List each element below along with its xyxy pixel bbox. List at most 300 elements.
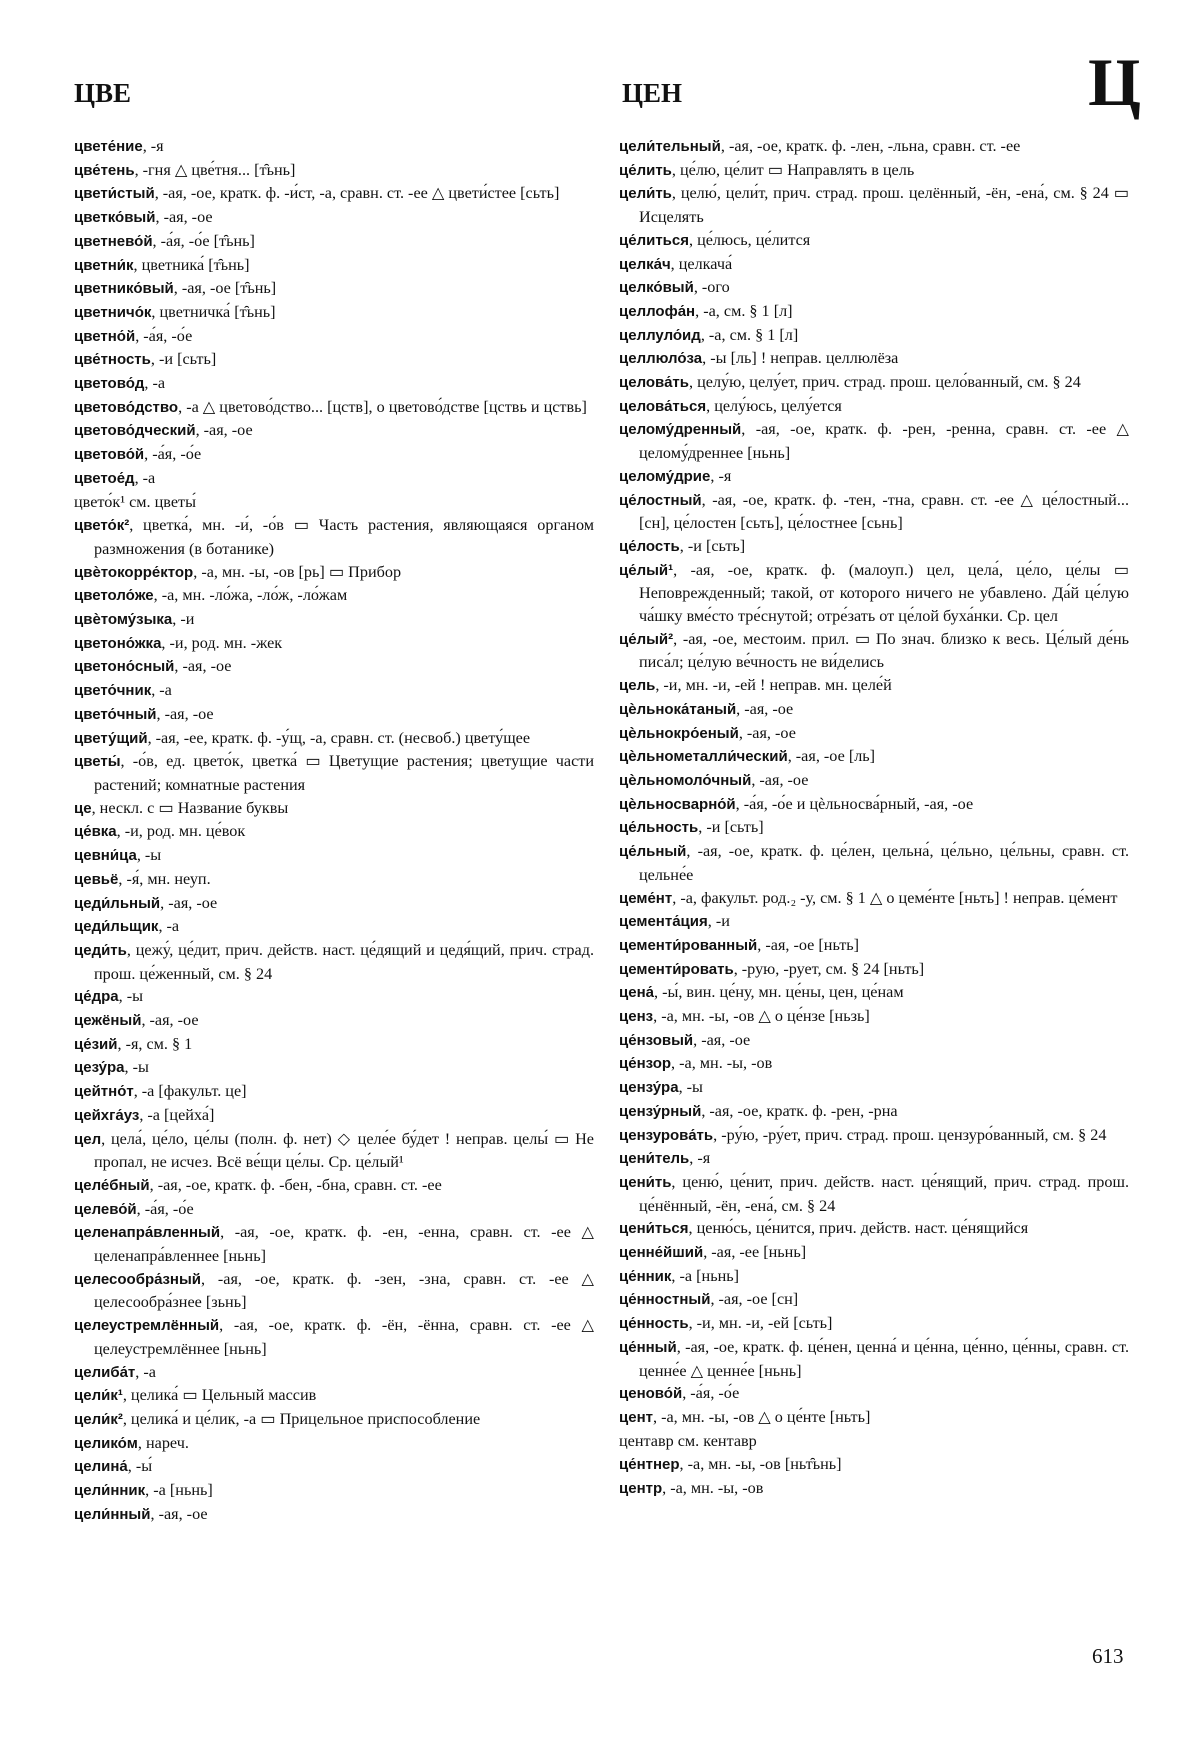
dictionary-entry <box>74 608 594 632</box>
headword: цели́нник <box>74 1482 146 1500</box>
entry-body: , -и [сьть] <box>698 818 764 837</box>
entry-body: , -ая, -ое <box>160 893 218 912</box>
headword: целлофа́н <box>619 302 696 320</box>
entry-body: , -а, мн. -ы, -ов [рь] ▭ Прибор <box>193 562 402 581</box>
headword: цѐльнокро́еный <box>619 724 739 742</box>
dictionary-entry <box>74 1268 594 1314</box>
entry-body: , -и, мн. -и, -ей ! неправ. мн. целе́й <box>655 676 892 695</box>
dictionary-entry <box>74 1503 594 1527</box>
headword: целлюло́за <box>619 350 703 368</box>
entry-body: , -и <box>172 610 195 629</box>
headword: це́нтнер <box>619 1456 680 1474</box>
entry-body: , -и, род. мн. це́вок <box>116 822 246 841</box>
right-column <box>619 135 1129 1501</box>
dictionary-entry <box>74 1009 594 1033</box>
dictionary-entry <box>619 1052 1129 1076</box>
dictionary-entry <box>619 1171 1129 1217</box>
headword: целико́м <box>74 1434 138 1452</box>
dictionary-entry <box>74 277 594 301</box>
dictionary-entry <box>74 206 594 230</box>
headword: целенапра́вленный <box>74 1224 221 1242</box>
headword: целому́дренный <box>619 421 742 439</box>
entry-body: , цветка́, мн. -и́, -о́в ▭ Часть растения, являющаяся органом размножения (в ботанике) <box>94 516 594 558</box>
headword: целлуло́ид <box>619 326 701 344</box>
headword: це́вка <box>74 823 117 841</box>
headword: целова́ться <box>619 397 707 415</box>
entry-body: , -ая, -ое, местоим. прил. ▭ По знач. близко к весь. Це́лый де́нь писа́л; це́лую ве́чность не ви́делись <box>639 629 1129 672</box>
headword: цветово́й <box>74 446 145 464</box>
dictionary-entry <box>74 135 594 159</box>
entry-body: , цежу́, це́дит, прич. действ. наст. це́дящий и цедя́щий, прич. страд. прош. це́женный, см. § 24 <box>94 940 594 983</box>
entry-body: , -ая, -ое, кратк. ф. це́нен, ценна́ и це́нна, це́нно, це́нны, сравн. ст. ценне́е △ ценне́е [ньнь] <box>639 1337 1129 1380</box>
entry-body: , -о́в, ед. цвето́к, цветка́ ▭ Цветущие растения; цветущие части растений; комнатные растения <box>94 752 594 794</box>
entry-body: , -а́я, -о́е <box>682 1384 740 1403</box>
entry-body: , цветничка́ [т̑ьнь] <box>151 302 276 321</box>
headword: цемента́ция <box>619 913 708 931</box>
headword: цветнево́й <box>74 232 153 250</box>
headword: цвето́чный <box>74 705 157 723</box>
entry-body: , -и [сьть] <box>150 350 217 369</box>
headword: цветы́ <box>74 753 121 771</box>
headword: цежёный <box>74 1012 142 1030</box>
entry-body: , -ы́, вин. це́ну, мн. це́ны, цен, це́нам <box>653 983 904 1002</box>
dictionary-entry <box>619 1005 1129 1029</box>
dictionary-entry <box>619 559 1129 628</box>
headword: цели́тельный <box>619 138 721 155</box>
headword: цевьё <box>74 870 119 888</box>
entry-body: , -ая, -ое <box>174 657 232 676</box>
dictionary-entry <box>74 820 594 844</box>
entry-body: , цветника́ [т̑ьнь] <box>133 255 250 274</box>
dictionary-entry <box>619 1453 1129 1477</box>
dictionary-entry <box>619 1382 1129 1406</box>
entry-body: , -ая, -ое [сн] <box>710 1290 799 1309</box>
dictionary-entry <box>74 1455 594 1479</box>
dictionary-entry <box>74 301 594 325</box>
headword: ценне́йший <box>619 1244 704 1262</box>
headword: цветоно́сный <box>74 658 175 676</box>
dictionary-entry <box>74 703 594 727</box>
headword: целко́вый <box>619 279 694 297</box>
dictionary-entry <box>74 1408 594 1432</box>
entry-body: , -я <box>142 137 164 155</box>
dictionary-entry <box>74 1479 594 1503</box>
headword: цвету́щий <box>74 729 148 747</box>
headword: цель <box>619 677 656 695</box>
right-guide-word: ЦЕН <box>622 78 683 108</box>
dictionary-entry <box>619 674 1129 698</box>
dictionary-entry <box>619 1336 1129 1382</box>
dictionary-entry <box>619 1100 1129 1124</box>
dictionary-entry <box>619 1147 1129 1171</box>
entry-body: , -ы [ль] ! неправ. целлюлёза <box>702 349 899 368</box>
dictionary-entry <box>74 254 594 278</box>
entry-body: , -а <box>144 374 166 393</box>
dictionary-entry <box>619 371 1129 395</box>
entry-body: , -ая, -ое, кратк. ф. -зен, -зна, сравн. ст. -ее △ целесообра́знее [зьнь] <box>94 1269 594 1312</box>
dictionary-entry <box>74 1128 594 1174</box>
entry-body: , цела́, це́ло, це́лы (полн. ф. нет) ◇ целе́е бу́дет ! неправ. целы́ ▭ Не пропал, не исчез. Всё ве́щи це́лы. Ср. це́лый¹ <box>94 1129 594 1172</box>
entry-body: , -ая, -ое <box>156 704 214 723</box>
entry-body: , целика́ ▭ Цельный массив <box>122 1386 317 1405</box>
headword: цветово́дство <box>74 398 179 416</box>
dictionary-entry <box>74 1056 594 1080</box>
entry-body: , -рую, -рует, см. § 24 [ньть] <box>733 959 925 978</box>
dictionary-entry <box>619 229 1129 253</box>
headword: цензу́рный <box>619 1102 702 1120</box>
dictionary-entry <box>619 535 1129 559</box>
entry-body: , -ая, -ее [ньнь] <box>703 1243 807 1262</box>
entry-body: , -а [ньнь] <box>671 1266 740 1285</box>
headword: цейхга́уз <box>74 1106 140 1124</box>
entry-body: , -и <box>707 912 730 931</box>
dictionary-entry <box>74 443 594 467</box>
headword: цветни́к <box>74 256 134 274</box>
headword: цент <box>619 1408 653 1426</box>
headword: центр <box>619 1480 663 1498</box>
headword: цветничо́к <box>74 303 152 321</box>
dictionary-entry <box>74 750 594 796</box>
entry-body: , целкача́ <box>670 254 733 273</box>
headword: цели́к² <box>74 1410 123 1428</box>
dictionary-entry <box>74 1221 594 1267</box>
entry-body: , -а [факульт. це] <box>133 1082 247 1101</box>
entry-body: , -ая, -ое, кратк. ф. -тен, -тна, сравн. ст. -ее △ це́лостный... [сн], це́лостен [сьть], це́лостнее [сьнь] <box>639 490 1129 533</box>
section-letter: Ц <box>1088 44 1141 120</box>
entry-body: , -ая, -ое, кратк. ф. -ён, -ённа, сравн. ст. -ее △ целеустремлённее [ньнь] <box>94 1316 594 1358</box>
entry-body: , -ая, -ое [ль] <box>787 747 876 766</box>
headword: це́лый¹ <box>619 561 674 579</box>
dictionary-entry <box>74 396 594 420</box>
dictionary-entry <box>74 1432 594 1456</box>
left-column <box>74 135 594 1526</box>
headword: цѐльносварно́й <box>619 795 736 813</box>
headword: цеме́нт <box>619 889 673 907</box>
entry-body: , -ая, -ое <box>195 421 253 440</box>
entry-body: , -ы <box>136 846 162 865</box>
entry-body: , -а, мн. -ы, -ов <box>671 1054 773 1073</box>
entry-body: , -а, мн. -ы, -ов <box>662 1479 764 1498</box>
dictionary-entry <box>619 1076 1129 1100</box>
dictionary-entry <box>74 561 594 585</box>
headword: це́лый² <box>619 630 674 648</box>
entry-body: , -ая, -ое <box>693 1030 751 1049</box>
headword: цементи́рованный <box>619 936 758 954</box>
headword: це́льный <box>619 843 687 861</box>
entry-body: , -а, мн. -ло́жа, -ло́ж, -ло́жам <box>153 586 348 605</box>
dictionary-entry <box>74 348 594 372</box>
headword: цветко́вый <box>74 209 156 227</box>
entry-body: , -а [цейха́] <box>139 1105 215 1124</box>
headword: це́нный <box>619 1338 677 1356</box>
entry-body: , це́лю, це́лит ▭ Направлять в цель <box>671 160 915 179</box>
dictionary-entry <box>619 628 1129 674</box>
dictionary-entry <box>619 418 1129 464</box>
entry-body: , -а́я, -о́е [т̑ьнь] <box>152 231 255 250</box>
dictionary-entry <box>74 727 594 751</box>
entry-body: , -я́, мн. неуп. <box>118 869 211 888</box>
entry-body: , -а <box>134 468 156 487</box>
dictionary-entry <box>74 655 594 679</box>
headword: цвѐтокорре́ктор <box>74 563 194 581</box>
headword: це́зий <box>74 1035 118 1053</box>
entry-body: , -ая, -ое, кратк. ф. (малоуп.) цел, цела́, це́ло, це́лы ▭ Неповрежденный; такой, от которого ничего не убавлено. Да́й це́лую ча́шку вме́сто тре́снутой; отре́зать от це́лой буха́нки. Ср. цел <box>639 560 1129 626</box>
dictionary-entry <box>619 981 1129 1005</box>
entry-body: , целу́ю, целу́ет, прич. страд. прош. цело́ванный, см. § 24 <box>689 373 1081 392</box>
dictionary-entry <box>619 182 1129 228</box>
entry-body: , -ы <box>118 987 143 1006</box>
entry-body: , -и, мн. -и, -ей [сьть] <box>688 1314 833 1333</box>
dictionary-entry <box>619 910 1129 934</box>
dictionary-entry <box>619 840 1129 886</box>
entry-body: , -гня △ цве́тня... [т̑ьнь] <box>134 160 296 179</box>
dictionary-entry <box>619 159 1129 183</box>
dictionary-entry <box>619 769 1129 793</box>
headword: целка́ч <box>619 255 671 273</box>
entry-body: , -а, мн. -ы, -ов △ о це́нзе [ньзь] <box>653 1007 870 1026</box>
headword: цвете́ние <box>74 138 143 155</box>
page-number: 613 <box>1092 1644 1124 1668</box>
entry-body: , -ого <box>693 278 730 297</box>
entry-body: , -я <box>689 1149 711 1168</box>
headword: целова́ть <box>619 374 689 392</box>
entry-body: , -ру́ю, -ру́ет, прич. страд. прош. цензуро́ванный, см. § 24 <box>713 1125 1107 1144</box>
entry-body: , -ая, -ое, кратк. ф. -ен, -енна, сравн. ст. -ее △ целенапра́вленнее [ньнь] <box>94 1223 594 1266</box>
entry-body: , -ы́ <box>127 1457 153 1476</box>
headword: цветоло́же <box>74 587 154 605</box>
entry-body: , -а, см. § 1 [л] <box>695 301 793 320</box>
dictionary-entry <box>619 745 1129 769</box>
dictionary-entry <box>74 325 594 349</box>
entry-body: , -а [ньнь] <box>145 1481 213 1500</box>
dictionary-entry <box>619 135 1129 159</box>
headword: цвѐтому́зыка <box>74 611 173 629</box>
entry-body: , -а <box>158 917 180 936</box>
headword: целому́дрие <box>619 467 711 485</box>
entry-body: , нескл. с ▭ Название буквы <box>91 798 289 817</box>
headword: цели́к¹ <box>74 1387 123 1405</box>
entry-body: , -и [сьть] <box>679 536 746 555</box>
headword: ценз <box>619 1008 654 1026</box>
entry-body: , нареч. <box>137 1433 189 1452</box>
headword: це́дра <box>74 988 119 1006</box>
dictionary-entry <box>619 722 1129 746</box>
dictionary-entry <box>74 182 594 206</box>
dictionary-entry <box>619 793 1129 817</box>
entry-body: , -а, мн. -ы, -ов [ньт̑ьнь] <box>679 1455 842 1474</box>
headword: цени́ться <box>619 1220 689 1238</box>
headword: цвети́стый <box>74 185 155 203</box>
headword: цѐльнока́таный <box>619 700 737 718</box>
headword: цѐльномоло́чный <box>619 771 752 789</box>
entry-body: , -а, см. § 1 [л] <box>700 325 799 344</box>
dictionary-entry <box>619 1288 1129 1312</box>
entry-body: , -а, мн. -ы, -ов △ о це́нте [ньть] <box>652 1407 871 1426</box>
dictionary-entry <box>74 1080 594 1104</box>
headword: цели́ть <box>619 185 672 203</box>
dictionary-entry <box>74 419 594 443</box>
headword: целе́бный <box>74 1176 150 1194</box>
entry-body: , -и, род. мн. -жек <box>161 633 283 652</box>
entry-body: , -ая, -ое <box>155 208 213 227</box>
headword: цевни́ца <box>74 847 137 865</box>
entry-body: , -ая, -ое, кратк. ф. -бен, -бна, сравн. ст. -ее <box>149 1175 442 1194</box>
dictionary-entry <box>74 1174 594 1198</box>
dictionary-entry <box>74 892 594 916</box>
entry-body: , -а́я, -о́е <box>144 445 202 464</box>
entry-body: , -ы <box>124 1058 149 1077</box>
entry-body: , -ая, -ое <box>736 699 794 718</box>
entry-body: , -ая, -ее, кратк. ф. -у́щ, -а, сравн. ст. (несвоб.) цвету́щее <box>147 728 531 747</box>
headword: ценово́й <box>619 1385 683 1403</box>
entry-body: , -а, факульт. род.₂ -у, см. § 1 △ о цеме́нте [ньть] ! неправ. це́мент <box>672 888 1118 907</box>
dictionary-entry <box>619 465 1129 489</box>
entry-body: , -ая, -ое <box>141 1011 199 1030</box>
headword: це́лость <box>619 537 680 555</box>
dictionary-entry <box>619 958 1129 982</box>
dictionary-entry <box>619 276 1129 300</box>
headword: цензу́ра <box>619 1079 679 1097</box>
headword: цена́ <box>619 984 654 1002</box>
entry-body: , -ая, -ое <box>751 770 809 789</box>
dictionary-entry <box>619 698 1129 722</box>
dictionary-entry <box>74 1033 594 1057</box>
dictionary-entry <box>619 1029 1129 1053</box>
headword: цѐльнометалли́ческий <box>619 748 788 766</box>
dictionary-entry <box>74 797 594 821</box>
dictionary-entry <box>619 253 1129 277</box>
dictionary-entry <box>74 514 594 560</box>
dictionary-entry <box>74 1198 594 1222</box>
dictionary-entry <box>619 1312 1129 1336</box>
entry-body: , -а <box>135 1362 156 1381</box>
entry-body: , -ая, -ое <box>150 1504 208 1523</box>
dictionary-entry <box>74 230 594 254</box>
dictionary-entry <box>74 939 594 985</box>
dictionary-entry <box>74 372 594 396</box>
entry-body: , целика́ и це́лик, -а ▭ Прицельное приспособление <box>122 1409 481 1428</box>
dictionary-entry <box>74 985 594 1009</box>
headword: цвето́чник <box>74 682 152 700</box>
dictionary-entry <box>619 1217 1129 1241</box>
headword: целиба́т <box>74 1363 136 1381</box>
entry-body: , -ы <box>678 1078 703 1097</box>
headword: це́льность <box>619 819 699 837</box>
entry-body: , -ая, -ое, кратк. ф. -рен, -рна <box>701 1101 898 1120</box>
entry-body: , -ая, -ое <box>738 723 796 742</box>
dictionary-entry <box>619 1124 1129 1148</box>
headword: це́нность <box>619 1315 689 1333</box>
dictionary-entry <box>74 584 594 608</box>
headword: целеустремлённый <box>74 1317 220 1335</box>
dictionary-entry <box>74 679 594 703</box>
dictionary-entry <box>619 1241 1129 1265</box>
entry-body: , -а́я, -о́е и цѐльносва́рный, -ая, -ое <box>735 794 974 813</box>
dictionary-entry <box>74 1361 594 1385</box>
dictionary-entry <box>74 159 594 183</box>
headword: цеди́льный <box>74 894 161 912</box>
headword: цел <box>74 1130 102 1148</box>
headword: цезу́ра <box>74 1059 125 1077</box>
headword: цейтно́т <box>74 1083 134 1101</box>
headword: целесообра́зный <box>74 1270 202 1288</box>
dictionary-entry <box>74 632 594 656</box>
entry-body: , -а́я, -о́е <box>135 326 193 345</box>
headword: цветово́д <box>74 375 145 393</box>
dictionary-entry <box>74 491 594 515</box>
headword: цементи́ровать <box>619 960 734 978</box>
dictionary-entry <box>619 816 1129 840</box>
dictionary-entry <box>619 1406 1129 1430</box>
dictionary-entry <box>74 915 594 939</box>
headword: цветнико́вый <box>74 280 174 298</box>
dictionary-entry <box>619 1477 1129 1501</box>
dictionary-entry <box>619 887 1129 911</box>
left-guide-word: ЦВЕ <box>74 78 132 108</box>
headword: цве́тень <box>74 161 135 179</box>
entry-body: , целу́юсь, целу́ется <box>706 396 842 415</box>
entry-body: , -я <box>710 466 732 485</box>
headword: цени́тель <box>619 1150 690 1168</box>
entry-body: , -ая, -ое, кратк. ф. це́лен, цельна́, це́льно, це́льны, сравн. ст. цельне́е <box>639 842 1129 884</box>
headword: цвето́к² <box>74 517 130 535</box>
dictionary-entry <box>619 395 1129 419</box>
dictionary-entry <box>619 934 1129 958</box>
entry-body: , -я, см. § 1 <box>117 1034 193 1053</box>
headword: цветое́д <box>74 469 135 487</box>
headword: целево́й <box>74 1200 137 1218</box>
entry-body: , -а <box>151 681 172 700</box>
dictionary-entry <box>74 1104 594 1128</box>
headword: цели́нный <box>74 1505 151 1523</box>
dictionary-entry <box>619 347 1129 371</box>
headword: це́нзовый <box>619 1031 694 1049</box>
headword: це́нзор <box>619 1055 672 1073</box>
headword: це́лить <box>619 161 672 179</box>
dictionary-entry <box>74 844 594 868</box>
headword: цензурова́ть <box>619 1126 714 1144</box>
entry-body: центавр см. кентавр <box>619 1431 757 1450</box>
entry-body: , -ая, -ое, кратк. ф. -рен, -ренна, сравн. ст. -ее △ целому́дреннее [ньнь] <box>639 420 1129 463</box>
headword: це́нник <box>619 1267 672 1285</box>
entry-body: , -ая, -ое [т̑ьнь] <box>173 279 277 298</box>
headword: це́лостный <box>619 491 702 509</box>
entry-body: , -а △ цветово́дство... [цств], о цветово́дстве [цствь и цствь] <box>178 397 587 416</box>
entry-body: , -ая, -ое [ньть] <box>757 935 860 954</box>
headword: цве́тность <box>74 351 151 369</box>
dictionary-entry <box>619 489 1129 535</box>
headword: цеди́льщик <box>74 918 159 936</box>
headword: це́литься <box>619 231 689 249</box>
headword: цветоно́жка <box>74 634 162 652</box>
entry-body: , ценю́сь, це́нится, прич. действ. наст. це́нящийся <box>688 1219 1029 1238</box>
dictionary-entry <box>74 1314 594 1360</box>
entry-body: цвето́к¹ см. цветы́ <box>74 492 196 511</box>
dictionary-entry <box>619 300 1129 324</box>
dictionary-entry <box>619 1265 1129 1289</box>
dictionary-entry <box>619 1430 1129 1454</box>
headword: це́нностный <box>619 1291 711 1309</box>
entry-body: , целю́, цели́т, прич. страд. прош. целённый, -ён, -ена́, см. § 24 ▭ Исцелять <box>639 184 1129 227</box>
entry-body: , -ая, -ое, кратк. ф. -и́ст, -а, сравн. ст. -ее △ цвети́стее [сьть] <box>154 184 560 203</box>
headword: цеди́ть <box>74 941 127 959</box>
dictionary-entry <box>74 868 594 892</box>
dictionary-entry <box>74 1384 594 1408</box>
headword: цветово́дческий <box>74 422 196 440</box>
headword: це <box>74 799 92 817</box>
headword: целина́ <box>74 1458 128 1476</box>
entry-body: , -а́я, -о́е <box>136 1199 194 1218</box>
